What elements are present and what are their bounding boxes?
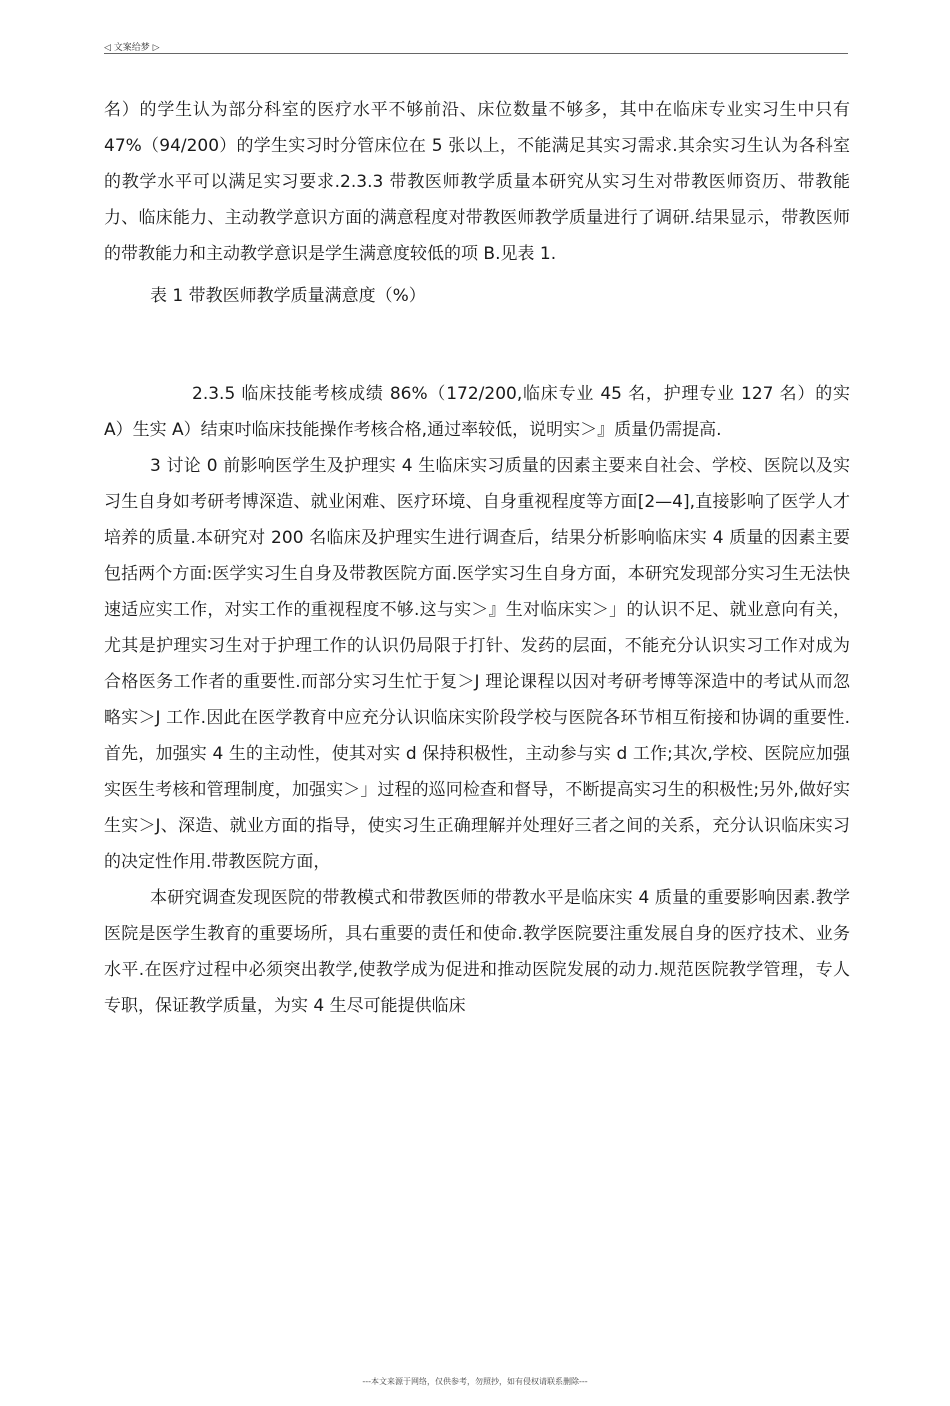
paragraph-skill-assessment: 2.3.5 临床技能考核成绩 86%（172/200,临床专业 45 名，护理专业 127 名）的实 A）生实 A）结束吋临床技能操作考核合格,通过率较低，说明实＞』质量仍需提高. <box>104 384 850 440</box>
page-header: ◁ 文案给梦 ▷ <box>104 43 160 53</box>
paragraph-teaching-hospital: 本研究调查发现医院的带教模式和带教医师的带教水平是临床实 4 质量的重要影响因素.教学医院是医学生教育的重要场所，具右重要的责任和使命.教学医院要注重发展自身的医疗技术、业务水平.在医疗过程中必须突出教学,使教学成为促进和推动医院发展的动力.规范医院教学管理，专人专职，保证教学质量，为实 4 生尽可能提供临床 <box>104 888 850 1016</box>
document-body <box>104 92 850 1024</box>
header-divider <box>104 53 848 54</box>
table-placeholder-space <box>104 314 850 376</box>
page-footer: ---本文来源于网络，仅供参考，勿照抄，如有侵权请联系删除--- <box>362 1377 588 1386</box>
table-caption: 表 1 带教医师教学质量满意度（%） <box>150 286 426 306</box>
paragraph-discussion: 3 讨论 0 前影响医学生及护理实 4 生临床实习质量的因素主要来自社会、学校、医院以及实习生自身如考研考博深造、就业闲难、医疗环境、自身重视程度等方面[2—4],直接影响了医学人才培养的质量.本研究对 200 名临床及护理实生进行调查后，结果分析影响临床实 4 质量的因素主要包括两个方面:医学实习生自身及带教医院方面.医学实习生自身方面，本研究发现部分实习生无法快速适应实工作，对实工作的重视程度不够.这与实＞』生对临床实＞」的认识不足、就业意向有关，尤其是护理实习生对于护理工作的认识仍局限于打针、发药的层面，不能充分认识实习工作对成为合格医务工作者的重要性.而部分实习生忙于复＞J 理论课程以因对考研考博等深造中的考试从而忽略实＞J 工作.因此在医学教育中应充分认识临床实阶段学校与医院各环节相互衔接和协调的重要性.首先，加强实 4 生的主动性，使其对实 d 保持积极性，主动参与实 d 工作;其次,学校、医院应加强实医生考核和管理制度，加强实＞」过程的巡冋检查和督导，不断提高实习生的积极性;另外,做好实生实＞J、深造、就业方面的指导，使实习生正确理解并处理好三者之间的关系，充分认识临床实习的决定性作用.带教医院方面， <box>104 456 850 872</box>
paragraph-results-wards: 名）的学生认为部分科室的医疗水平不够前沿、床位数量不够多，其中在临床专业实习生中只有 47%（94/200）的学生实习时分管床位在 5 张以上，不能满足其实习需求.其余实习生认为各科室的教学水平可以满足实习要求.2.3.3 带教医师教学质量本研究从实习生对带教医师资历、带教能力、临床能力、主动教学意识方面的满意程度对带教医师教学质量进行了调研.结果显示，带教医师的带教能力和主动教学意识是学生满意度较低的项 B.见表 1. <box>104 100 850 264</box>
